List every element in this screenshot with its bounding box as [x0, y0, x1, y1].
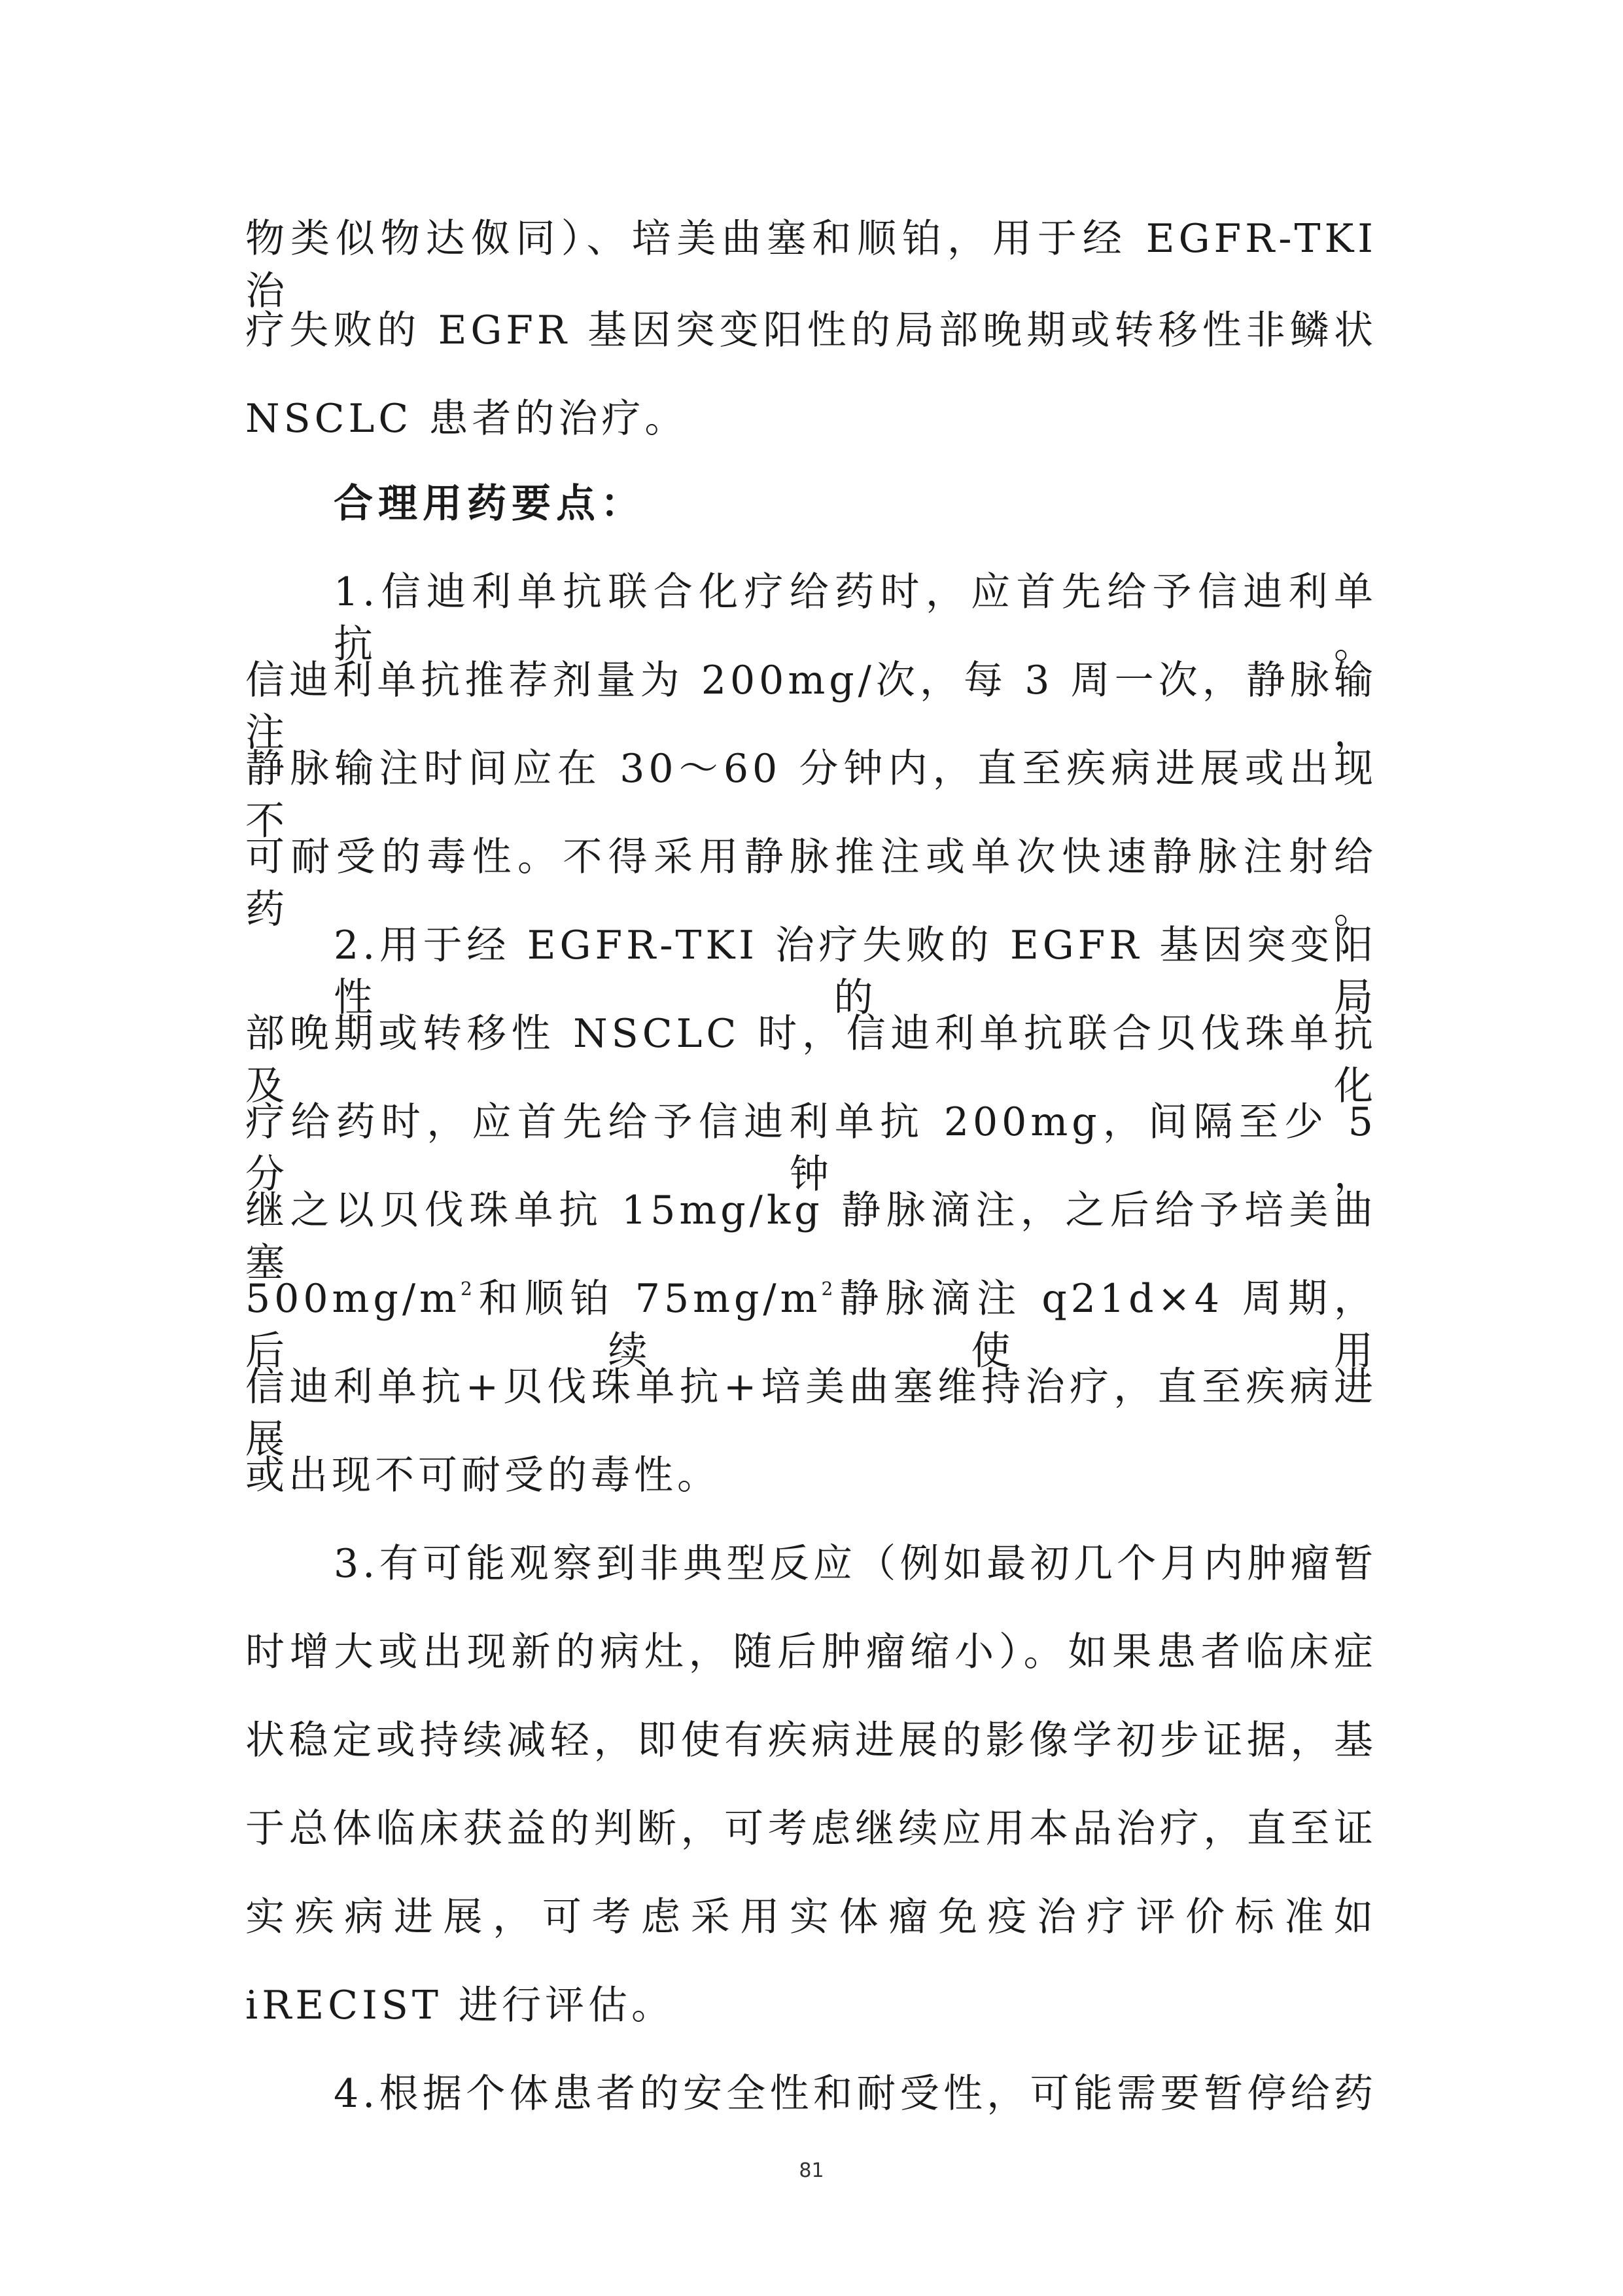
text-line: 3.有可能观察到非典型反应（例如最初几个月内肿瘤暂 — [334, 1541, 1377, 1587]
text-line: NSCLC 患者的治疗。 — [245, 396, 688, 442]
text-line: 疗给药时，应首先给予信迪利单抗 200mg，间隔至少 5 分钟， — [245, 1099, 1377, 1197]
dosage-part-a: 500mg/m — [245, 1276, 461, 1322]
dosage-part-c: 静脉滴注 q21d×4 周期，后续使用 — [245, 1276, 1377, 1374]
section-heading: 合理用药要点： — [334, 481, 645, 527]
text-line: 信迪利单抗+贝伐珠单抗+培美曲塞维持治疗，直至疾病进展 — [245, 1364, 1377, 1462]
text-line: 2.用于经 EGFR-TKI 治疗失败的 EGFR 基因突变阳性的局 — [334, 923, 1377, 1021]
text-line: 部晚期或转移性 NSCLC 时，信迪利单抗联合贝伐珠单抗及化 — [245, 1011, 1377, 1109]
text-line: 可耐受的毒性。不得采用静脉推注或单次快速静脉注射给药。 — [245, 834, 1377, 932]
text-line: 1.信迪利单抗联合化疗给药时，应首先给予信迪利单抗。 — [334, 569, 1377, 667]
text-line: 疗失败的 EGFR 基因突变阳性的局部晚期或转移性非鳞状 — [245, 308, 1377, 353]
text-line: 物类似物达伮同）、培美曲塞和顺铂，用于经 EGFR-TKI 治 — [245, 216, 1377, 314]
text-line: 继之以贝伐珠单抗 15mg/kg 静脉滴注，之后给予培美曲塞 — [245, 1188, 1377, 1286]
text-line: 状稳定或持续减轻，即使有疾病进展的影像学初步证据，基 — [245, 1718, 1377, 1763]
text-line: 静脉输注时间应在 30～60 分钟内，直至疾病进展或出现不 — [245, 746, 1377, 844]
text-line: 信迪利单抗推荐剂量为 200mg/次，每 3 周一次，静脉输注， — [245, 658, 1377, 756]
superscript: 2 — [821, 1278, 837, 1299]
text-line-dosage — [245, 1273, 1377, 1374]
text-line: 4.根据个体患者的安全性和耐受性，可能需要暂停给药 — [334, 2071, 1377, 2117]
text-line: 时增大或出现新的病灶，随后肿瘤缩小）。如果患者临床症 — [245, 1629, 1377, 1675]
text-line: 实疾病进展，可考虑采用实体瘤免疫治疗评价标准如 — [245, 1894, 1377, 1940]
superscript: 2 — [460, 1278, 476, 1299]
text-line: 或出现不可耐受的毒性。 — [245, 1453, 720, 1498]
page-number: 81 — [799, 2159, 824, 2182]
text-line: iRECIST 进行评估。 — [245, 1983, 674, 2028]
text-line: 于总体临床获益的判断，可考虑继续应用本品治疗，直至证 — [245, 1806, 1377, 1852]
dosage-part-b: 和顺铂 75mg/m — [476, 1276, 822, 1322]
